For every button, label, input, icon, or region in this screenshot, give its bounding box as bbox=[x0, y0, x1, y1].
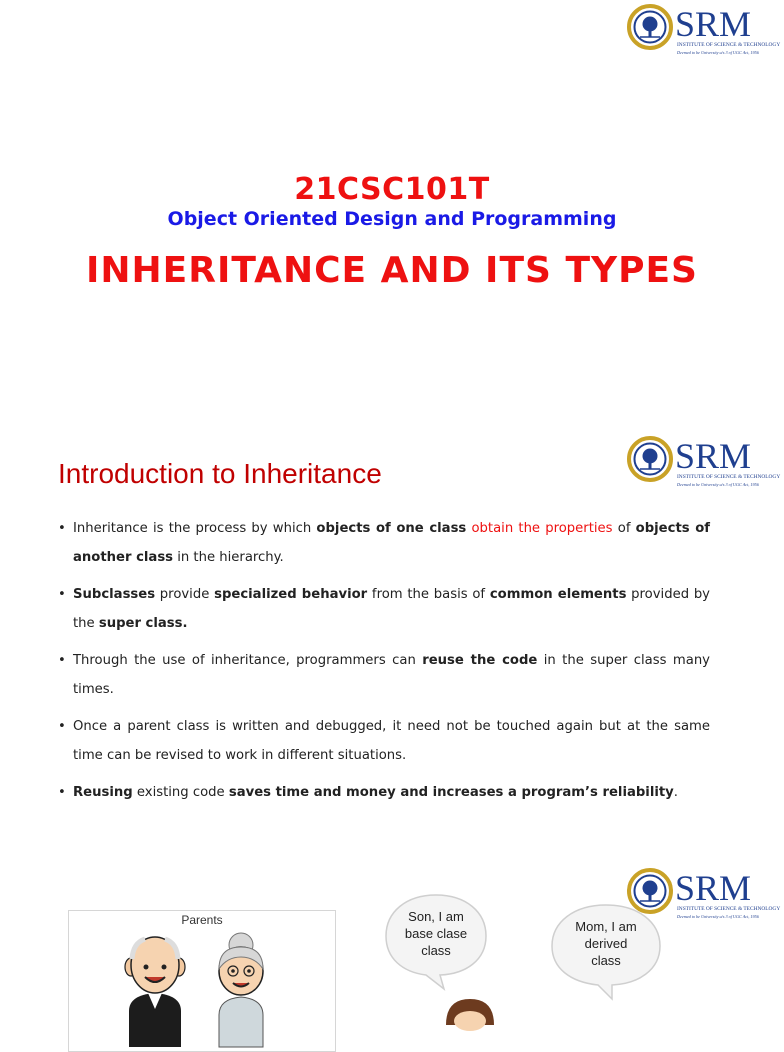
bullet-text: provide bbox=[155, 587, 215, 602]
lesson-title bbox=[0, 250, 784, 292]
course-name: Object Oriented Design and Programming bbox=[167, 208, 617, 230]
illustration-slide bbox=[0, 840, 781, 1024]
bullet-list bbox=[58, 514, 710, 815]
bullet-text: objects of one class bbox=[316, 521, 467, 536]
bullet-text: . bbox=[673, 785, 678, 800]
bullet-text: in the super class many times. bbox=[73, 653, 710, 697]
svg-text:INSTITUTE OF SCIENCE & TECHNOL: INSTITUTE OF SCIENCE & TECHNOLOGY bbox=[677, 906, 781, 912]
grandmother-icon bbox=[219, 933, 263, 1047]
speech-bubble-left-line-2: base clase bbox=[404, 926, 468, 941]
srm-logo-icon bbox=[628, 0, 781, 58]
title-slide bbox=[0, 0, 781, 420]
bullet-text: super class. bbox=[98, 616, 188, 631]
bullet-item bbox=[58, 646, 710, 704]
parents-illustration bbox=[68, 910, 336, 1052]
svg-text:INSTITUTE OF SCIENCE & TECHNOL: INSTITUTE OF SCIENCE & TECHNOLOGY bbox=[677, 42, 781, 48]
bullet-text: provided by the bbox=[73, 587, 710, 631]
bullet-text: Once a parent class is written and debugged, it need not be touched again but at the same time can be revised to work in different situations. bbox=[73, 719, 710, 763]
speech-bubble-left bbox=[384, 892, 488, 992]
svg-text:Deemed to be University u/s 3: Deemed to be University u/s 3 of UGC Act, 1956 bbox=[677, 482, 759, 487]
bullet-item bbox=[58, 580, 710, 638]
grandfather-icon bbox=[125, 937, 185, 1047]
bullet-text: of bbox=[612, 521, 636, 536]
bullet-text: reuse the code bbox=[422, 653, 538, 668]
bullet-text: Inheritance is the process by which bbox=[73, 521, 317, 536]
course-code: 21CSC101T bbox=[294, 172, 490, 207]
speech-bubble-right-line-3: class bbox=[591, 953, 621, 968]
lesson-title-text: INHERITANCE AND ITS TYPES bbox=[85, 250, 698, 291]
svg-text:Deemed to be University u/s 3: Deemed to be University u/s 3 of UGC Act, 1956 bbox=[677, 50, 759, 55]
slide-heading: Introduction to Inheritance bbox=[58, 458, 382, 489]
bullet-text: specialized behavior bbox=[214, 587, 368, 602]
speech-bubble-left-line-1: Son, I am bbox=[408, 909, 464, 924]
svg-text:Deemed to be University u/s 3: Deemed to be University u/s 3 of UGC Act, 1956 bbox=[677, 914, 759, 919]
bullet-text: existing code bbox=[132, 785, 229, 800]
speech-bubble-left-line-3: class bbox=[421, 943, 451, 958]
bullet-text: common elements bbox=[489, 587, 627, 602]
bullet-item bbox=[58, 712, 710, 770]
svg-text:SRM: SRM bbox=[675, 868, 752, 908]
bullet-text: Through the use of inheritance, programmers can bbox=[73, 653, 423, 668]
srm-logo-icon bbox=[628, 432, 781, 490]
bullet-text: in the hierarchy. bbox=[173, 550, 284, 565]
bullet-text: Reusing bbox=[73, 785, 133, 800]
bullet-text: Subclasses bbox=[73, 587, 156, 602]
child-icon bbox=[440, 995, 500, 1025]
bullet-item bbox=[58, 514, 710, 572]
svg-text:INSTITUTE OF SCIENCE & TECHNOL: INSTITUTE OF SCIENCE & TECHNOLOGY bbox=[677, 474, 781, 480]
speech-bubble-right-line-1: Mom, I am bbox=[575, 919, 637, 934]
bullet-text: from the basis of bbox=[367, 587, 490, 602]
parents-label: Parents bbox=[181, 913, 223, 927]
intro-slide bbox=[0, 420, 781, 840]
bullet-text: objects of another class bbox=[73, 521, 710, 565]
bullet-text: saves time and money and increases a program’s reliability bbox=[228, 785, 674, 800]
svg-text:SRM: SRM bbox=[675, 436, 752, 476]
speech-bubble-right-line-2: derived bbox=[584, 936, 628, 951]
svg-text:SRM: SRM bbox=[675, 4, 752, 44]
bullet-text: obtain the properties bbox=[471, 521, 613, 536]
bullet-item bbox=[58, 778, 710, 807]
speech-bubble-right bbox=[550, 902, 662, 1002]
